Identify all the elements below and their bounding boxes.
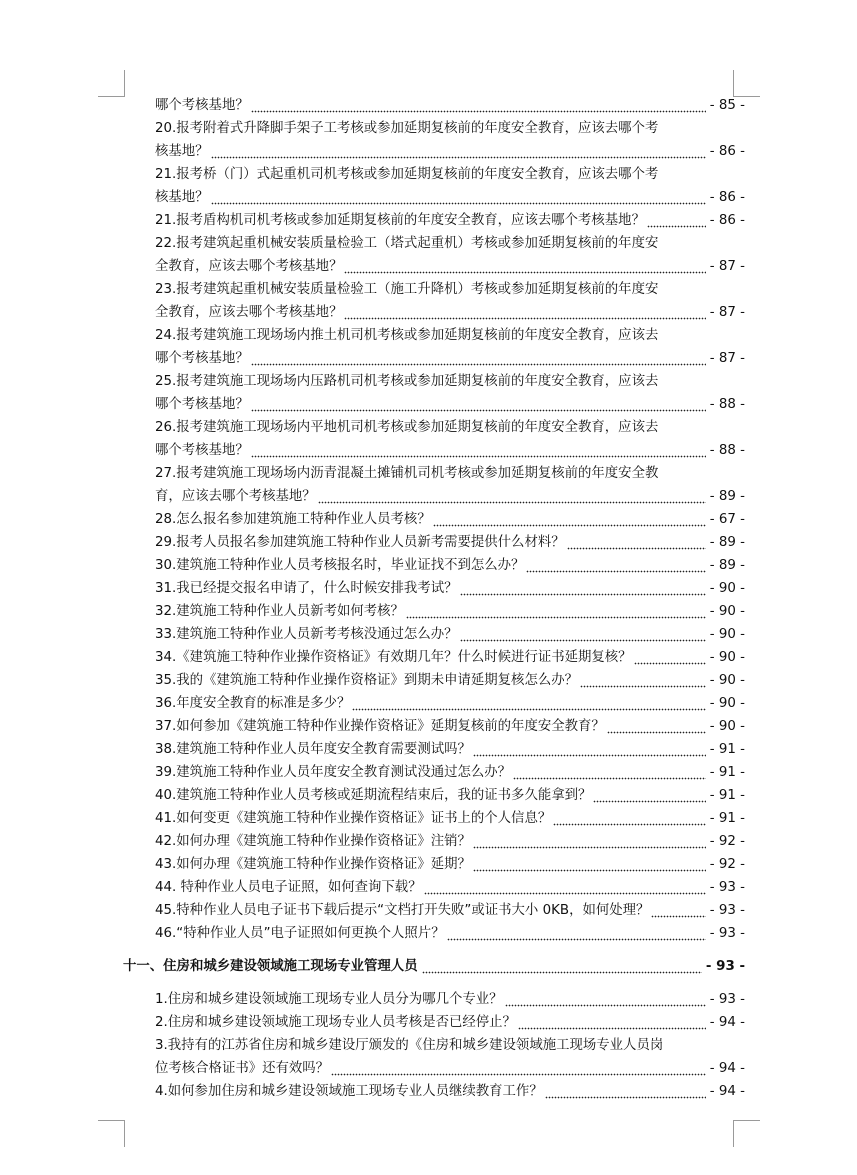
toc-entry-text: 35.我的《建筑施工特种作业操作资格证》到期未申请延期复核怎么办？	[155, 673, 579, 688]
dot-leader	[318, 485, 706, 508]
toc-entry[interactable]	[155, 209, 745, 232]
toc-page-number: - 87 -	[709, 305, 745, 320]
toc-entry-text: 哪个考核基地？	[155, 443, 249, 458]
toc-entry-text: 25.报考建筑施工现场场内压路机司机考核或参加延期复核前的年度安全教育，应该去	[155, 374, 659, 389]
toc-entry[interactable]	[155, 669, 745, 692]
toc-entry[interactable]	[155, 715, 745, 738]
toc-entry[interactable]	[155, 922, 745, 945]
toc-entry[interactable]	[155, 232, 745, 255]
toc-entry-text: 37.如何参加《建筑施工特种作业操作资格证》延期复核前的年度安全教育？	[155, 719, 605, 734]
dot-leader	[505, 988, 706, 1011]
toc-entry-text: 育，应该去哪个考核基地？	[155, 489, 316, 504]
toc-entry-text: 30.建筑施工特种作业人员考核报名时，毕业证找不到怎么办？	[155, 558, 525, 573]
dot-leader	[352, 692, 705, 715]
crop-mark-top-left	[98, 70, 125, 97]
toc-entry[interactable]	[155, 255, 745, 278]
dot-leader	[634, 646, 706, 669]
toc-entry[interactable]	[155, 462, 745, 485]
toc-entry-text: 39.建筑施工特种作业人员年度安全教育测试没通过怎么办？	[155, 765, 512, 780]
dot-leader	[433, 508, 706, 531]
toc-entry-text: 3.我持有的江苏省住房和城乡建设厅颁发的《住房和城乡建设领域施工现场专业人员岗	[155, 1038, 664, 1053]
toc-entry[interactable]	[155, 554, 745, 577]
toc-entry-text: 40.建筑施工特种作业人员考核或延期流程结束后，我的证书多久能拿到？	[155, 788, 592, 803]
toc-page-number: - 89 -	[709, 535, 745, 550]
toc-entry-text: 28.怎么报名参加建筑施工特种作业人员考核？	[155, 512, 431, 527]
toc-page-number: - 91 -	[709, 811, 745, 826]
dot-leader	[473, 738, 706, 761]
toc-entry-text: 42.如何办理《建筑施工特种作业操作资格证》注销？	[155, 834, 471, 849]
toc-entry-text: 2.住房和城乡建设领域施工现场专业人员考核是否已经停止？	[155, 1015, 516, 1030]
dot-leader	[647, 209, 706, 232]
toc-entry[interactable]	[155, 324, 745, 347]
dot-leader	[211, 140, 706, 163]
toc-entry-text: 核基地？	[155, 190, 209, 205]
dot-leader	[473, 853, 706, 876]
toc-entry-text: 24.报考建筑施工现场场内推土机司机考核或参加延期复核前的年度安全教育，应该去	[155, 328, 659, 343]
dot-leader	[251, 439, 706, 462]
toc-entry[interactable]	[155, 988, 745, 1011]
dot-leader	[593, 784, 705, 807]
toc-page-number: - 93 -	[709, 903, 745, 918]
toc-entry-text: 十一、住房和城乡建设领域施工现场专业管理人员	[123, 959, 418, 974]
toc-page-number: - 89 -	[709, 489, 745, 504]
toc-entry[interactable]	[155, 531, 745, 554]
toc-entry-text: 33.建筑施工特种作业人员新考考核没通过怎么办？	[155, 627, 458, 642]
toc-entry[interactable]	[155, 416, 745, 439]
toc-entry[interactable]	[155, 1011, 745, 1034]
toc-entry-text: 哪个考核基地？	[155, 98, 249, 113]
toc-entry[interactable]	[155, 830, 745, 853]
toc-entry-text: 38.建筑施工特种作业人员年度安全教育需要测试吗？	[155, 742, 471, 757]
toc-entry-text: 20.报考附着式升降脚手架子工考核或参加延期复核前的年度安全教育，应该去哪个考	[155, 121, 659, 136]
toc-entry-text: 21.报考盾构机司机考核或参加延期复核前的年度安全教育，应该去哪个考核基地？	[155, 213, 645, 228]
toc-entry[interactable]	[155, 876, 745, 899]
toc-entry[interactable]	[155, 94, 745, 117]
dot-leader	[580, 669, 706, 692]
dot-leader	[607, 715, 706, 738]
table-of-contents	[123, 94, 745, 1103]
toc-entry-text: 32.建筑施工特种作业人员新考如何考核？	[155, 604, 404, 619]
toc-page-number: - 90 -	[709, 719, 745, 734]
toc-entry[interactable]	[155, 370, 745, 393]
toc-entry[interactable]	[155, 600, 745, 623]
toc-page-number: - 94 -	[709, 1061, 745, 1076]
crop-mark-bottom-left	[98, 1120, 125, 1147]
toc-entry[interactable]	[155, 853, 745, 876]
toc-entry[interactable]	[155, 761, 745, 784]
dot-leader	[460, 623, 706, 646]
dot-leader	[211, 186, 706, 209]
toc-entry-text: 29.报考人员报名参加建筑施工特种作业人员新考需要提供什么材料？	[155, 535, 565, 550]
toc-entry[interactable]	[155, 1034, 745, 1057]
toc-page-number: - 93 -	[709, 880, 745, 895]
toc-page-number: - 92 -	[709, 857, 745, 872]
toc-entry[interactable]	[155, 140, 745, 163]
toc-entry[interactable]	[155, 1057, 745, 1080]
toc-entry-text: 21.报考桥（门）式起重机司机考核或参加延期复核前的年度安全教育，应该去哪个考	[155, 167, 659, 182]
toc-entry-text: 27.报考建筑施工现场场内沥青混凝土摊铺机司机考核或参加延期复核前的年度安全教	[155, 466, 659, 481]
toc-entry[interactable]	[155, 738, 745, 761]
dot-leader	[518, 1011, 706, 1034]
toc-section-heading[interactable]	[123, 955, 745, 978]
toc-entry-text: 核基地？	[155, 144, 209, 159]
toc-entry[interactable]	[155, 646, 745, 669]
toc-page-number: - 90 -	[709, 604, 745, 619]
toc-page-number: - 88 -	[709, 397, 745, 412]
toc-entry-text: 全教育，应该去哪个考核基地？	[155, 305, 343, 320]
toc-page-number: - 87 -	[709, 259, 745, 274]
dot-leader	[331, 1057, 706, 1080]
toc-page-number: - 67 -	[709, 512, 745, 527]
dot-leader	[344, 301, 705, 324]
dot-leader	[447, 922, 706, 945]
toc-entry-text: 哪个考核基地？	[155, 397, 249, 412]
toc-entry[interactable]	[155, 692, 745, 715]
toc-entry-text: 哪个考核基地？	[155, 351, 249, 366]
toc-entry-text: 位考核合格证书》还有效吗？	[155, 1061, 330, 1076]
dot-leader	[422, 955, 702, 978]
toc-entry[interactable]	[155, 163, 745, 186]
toc-page-number: - 90 -	[709, 696, 745, 711]
toc-entry[interactable]	[155, 899, 745, 922]
toc-page-number: - 93 -	[709, 992, 745, 1007]
toc-page-number: - 93 -	[709, 926, 745, 941]
toc-entry[interactable]	[155, 508, 745, 531]
dot-leader	[251, 393, 706, 416]
toc-page-number: - 87 -	[709, 351, 745, 366]
toc-page-number: - 94 -	[709, 1084, 745, 1099]
toc-entry-text: 23.报考建筑起重机械安装质量检验工（施工升降机）考核或参加延期复核前的年度安	[155, 282, 659, 297]
toc-entry-text: 4.如何参加住房和城乡建设领域施工现场专业人员继续教育工作？	[155, 1084, 543, 1099]
toc-entry[interactable]	[155, 278, 745, 301]
toc-entry[interactable]	[155, 1080, 745, 1103]
toc-entry[interactable]	[155, 577, 745, 600]
dot-leader	[651, 899, 705, 922]
dot-leader	[526, 554, 705, 577]
dot-leader	[545, 1080, 706, 1103]
toc-page-number: - 90 -	[709, 650, 745, 665]
toc-entry[interactable]	[155, 117, 745, 140]
toc-page-number: - 86 -	[709, 144, 745, 159]
toc-page-number: - 89 -	[709, 558, 745, 573]
toc-entry[interactable]	[155, 439, 745, 462]
toc-entry[interactable]	[155, 393, 745, 416]
toc-entry-text: 46.“特种作业人员”电子证照如何更换个人照片？	[155, 926, 445, 941]
toc-entry-text: 1.住房和城乡建设领域施工现场专业人员分为哪几个专业？	[155, 992, 503, 1007]
crop-mark-bottom-right	[733, 1120, 760, 1147]
toc-page-number: - 93 -	[705, 959, 745, 974]
toc-page-number: - 90 -	[709, 581, 745, 596]
dot-leader	[553, 807, 706, 830]
toc-entry-text: 36.年度安全教育的标准是多少？	[155, 696, 351, 711]
toc-entry-text: 43.如何办理《建筑施工特种作业操作资格证》延期？	[155, 857, 471, 872]
toc-entry-text: 31.我已经提交报名申请了，什么时候安排我考试？	[155, 581, 458, 596]
toc-page-number: - 88 -	[709, 443, 745, 458]
dot-leader	[513, 761, 706, 784]
dot-leader	[424, 876, 706, 899]
toc-entry-text: 34.《建筑施工特种作业操作资格证》有效期几年？什么时候进行证书延期复核？	[155, 650, 632, 665]
dot-leader	[473, 830, 706, 853]
toc-entry-text: 全教育，应该去哪个考核基地？	[155, 259, 343, 274]
toc-page-number: - 91 -	[709, 765, 745, 780]
dot-leader	[251, 94, 706, 117]
dot-leader	[251, 347, 706, 370]
dot-leader	[344, 255, 705, 278]
toc-entry-text: 22.报考建筑起重机械安装质量检验工（塔式起重机）考核或参加延期复核前的年度安	[155, 236, 659, 251]
toc-page-number: - 91 -	[709, 742, 745, 757]
toc-entry[interactable]	[155, 623, 745, 646]
toc-entry[interactable]	[155, 347, 745, 370]
toc-page-number: - 90 -	[709, 673, 745, 688]
crop-mark-top-right	[733, 70, 760, 97]
toc-page-number: - 91 -	[709, 788, 745, 803]
dot-leader	[567, 531, 706, 554]
toc-page-number: - 86 -	[709, 213, 745, 228]
toc-entry-text: 26.报考建筑施工现场场内平地机司机考核或参加延期复核前的年度安全教育，应该去	[155, 420, 659, 435]
toc-entry[interactable]	[155, 784, 745, 807]
toc-entry-text: 41.如何变更《建筑施工特种作业操作资格证》证书上的个人信息？	[155, 811, 552, 826]
toc-page-number: - 86 -	[709, 190, 745, 205]
toc-entry-text: 44. 特种作业人员电子证照，如何查询下载？	[155, 880, 422, 895]
toc-entry-text: 45.特种作业人员电子证书下载后提示“文档打开失败”或证书大小 0KB，如何处理？	[155, 903, 650, 918]
toc-page-number: - 90 -	[709, 627, 745, 642]
dot-leader	[406, 600, 706, 623]
toc-page-number: - 85 -	[709, 98, 745, 113]
toc-entry[interactable]	[155, 807, 745, 830]
toc-entry[interactable]	[155, 301, 745, 324]
toc-entry[interactable]	[155, 186, 745, 209]
toc-entry[interactable]	[155, 485, 745, 508]
toc-page-number: - 92 -	[709, 834, 745, 849]
dot-leader	[460, 577, 706, 600]
toc-page-number: - 94 -	[709, 1015, 745, 1030]
